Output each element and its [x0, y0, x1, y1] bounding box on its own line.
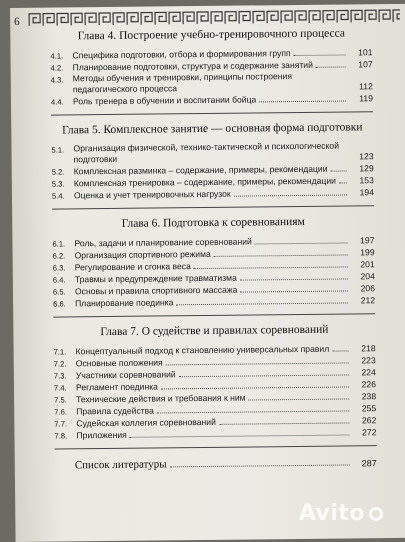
- dot-leader: [219, 422, 349, 424]
- entry-number: 7.1.: [54, 345, 76, 357]
- chapter-section: [53, 322, 376, 441]
- dot-leader: [249, 398, 350, 400]
- entry-page: 194: [350, 187, 374, 198]
- entry-title: Приложения: [76, 430, 126, 442]
- literature-title: Список литературы: [75, 458, 167, 471]
- literature-entry: [55, 456, 377, 471]
- entry-title: Организация спортивного режима: [75, 249, 211, 261]
- entry-title: Комплексная тренировка – содержание, примеры, рекомендации: [74, 176, 336, 190]
- entry-number: 5.1.: [51, 143, 73, 165]
- dot-leader: [234, 194, 347, 196]
- entry-title: Оценка и учет тренировочных нагрузок: [74, 189, 231, 202]
- entry-number: 6.6.: [53, 297, 75, 309]
- entry-title: Судейская коллегия соревнований: [76, 417, 216, 429]
- entry-page: 107: [349, 59, 373, 70]
- chapter-section: [52, 214, 375, 309]
- entry-title: Роль, задачи и планирование соревнований: [74, 236, 251, 249]
- dot-leader: [194, 266, 348, 269]
- entry-number: 6.3.: [53, 261, 75, 273]
- entry-page: 255: [352, 403, 376, 414]
- entry-page: 199: [351, 247, 375, 258]
- entry-page: 201: [351, 259, 375, 270]
- entry-page: 238: [352, 391, 376, 402]
- dot-leader: [240, 278, 348, 280]
- entry-page: 223: [352, 355, 376, 366]
- entry-page: 101: [348, 47, 372, 58]
- entry-number: 5.4.: [52, 189, 74, 201]
- entry-title: Технические действия и требования к ним: [76, 393, 246, 406]
- chapter-title: Глава 7. О судействе и правилах соревнований: [53, 322, 375, 339]
- chapter-divider: [53, 313, 375, 317]
- entry-page: 262: [352, 415, 376, 426]
- entry-title: Участники соревнований: [76, 369, 176, 381]
- entry-number: 7.5.: [54, 393, 76, 405]
- entry-page: 218: [352, 343, 376, 354]
- entry-title: Правила судейства: [76, 406, 154, 418]
- chapter-section: [51, 120, 374, 201]
- chapter-title: Глава 4. Построение учебно-тренировочного процесса: [50, 26, 372, 43]
- entry-number: 6.2.: [53, 249, 75, 261]
- entry-page: 272: [352, 427, 376, 438]
- entry-title: Специфика подготовки, отбора и формирования групп: [72, 48, 290, 61]
- entry-title: Концептуальный подход к становлению универсальных правил: [76, 344, 330, 358]
- dot-leader: [170, 464, 350, 467]
- entry-number: 4.3.: [51, 73, 73, 95]
- literature-page: 287: [353, 458, 377, 468]
- entry-title: Методы обучения и тренировки, принципы построения педагогического процесса: [73, 71, 343, 96]
- greek-key-ornament: [28, 9, 400, 27]
- entry-page: 206: [351, 283, 375, 294]
- entry-number: 7.2.: [54, 357, 76, 369]
- dot-leader: [331, 170, 347, 171]
- entry-number: 5.2.: [52, 165, 74, 177]
- entry-page: 224: [352, 367, 376, 378]
- chapter-section: [50, 26, 373, 107]
- entry-title: Комплексная разминка – содержание, примеры, рекомендации: [74, 164, 328, 178]
- avito-logo-icon: [369, 507, 383, 521]
- chapter-divider: [55, 445, 377, 449]
- dot-leader: [179, 374, 349, 377]
- page-number: 6: [14, 16, 20, 28]
- entry-number: 6.4.: [53, 273, 75, 285]
- entry-title: Регламент поединка: [76, 381, 158, 393]
- entry-title: Роль тренера в обучении и воспитании бойца: [73, 94, 256, 107]
- entry-number: 7.8.: [54, 429, 76, 441]
- entry-title: Планирование подготовки, структура и содержание занятий: [73, 60, 313, 74]
- entry-number: 7.6.: [54, 405, 76, 417]
- dot-leader: [176, 302, 348, 305]
- dot-leader: [240, 290, 348, 292]
- chapter-divider: [52, 205, 374, 209]
- entry-number: 4.2.: [51, 61, 73, 73]
- entry-title: Планирование поединка: [75, 297, 173, 309]
- book-page: [10, 4, 405, 542]
- entry-title: Основы и правила спортивного массажа: [75, 285, 238, 298]
- dot-leader: [294, 54, 346, 56]
- chapter-title: Глава 5. Комплексное занятие — основная форма подготовки: [51, 120, 373, 137]
- watermark-text: Avito: [299, 501, 365, 526]
- avito-watermark: [299, 501, 383, 526]
- entry-page: 197: [350, 235, 374, 246]
- dot-leader: [157, 410, 349, 413]
- chapter-title: Глава 6. Подготовка к соревнованиям: [52, 214, 374, 231]
- table-of-contents: [50, 26, 377, 471]
- entry-page: 226: [352, 379, 376, 390]
- entry-number: 7.7.: [54, 417, 76, 429]
- dot-leader: [161, 386, 349, 389]
- dot-leader: [130, 434, 350, 437]
- entry-title: Основные положения: [76, 357, 163, 369]
- entry-title: Травмы и предупреждение травматизма: [75, 273, 237, 286]
- entry-number: 5.3.: [52, 177, 74, 189]
- entry-page: 212: [351, 295, 375, 306]
- dot-leader: [166, 362, 349, 365]
- entry-title: Регулирование и сгонка веса: [75, 261, 191, 273]
- entry-page: 129: [350, 163, 374, 174]
- dot-leader: [339, 182, 347, 183]
- dot-leader: [332, 350, 348, 351]
- entry-number: 6.1.: [52, 237, 74, 249]
- dot-leader: [316, 66, 346, 67]
- entry-title: Организация физической, технико-тактической и психологической подготовки: [73, 141, 343, 166]
- entry-page: 119: [349, 93, 373, 104]
- chapter-divider: [51, 111, 373, 115]
- entry-number: 4.1.: [50, 49, 72, 61]
- entry-page: 153: [350, 175, 374, 186]
- entry-number: 7.4.: [54, 381, 76, 393]
- entry-number: 7.3.: [54, 369, 76, 381]
- dot-leader: [214, 254, 348, 256]
- toc-entry: [51, 140, 373, 165]
- dot-leader: [259, 100, 346, 102]
- entry-page: 204: [351, 271, 375, 282]
- entry-number: 6.5.: [53, 285, 75, 297]
- toc-entry: [51, 70, 373, 95]
- entry-number: 4.4.: [51, 95, 73, 107]
- entry-page: 112: [349, 81, 373, 92]
- entry-page: 123: [350, 151, 374, 162]
- dot-leader: [255, 242, 348, 244]
